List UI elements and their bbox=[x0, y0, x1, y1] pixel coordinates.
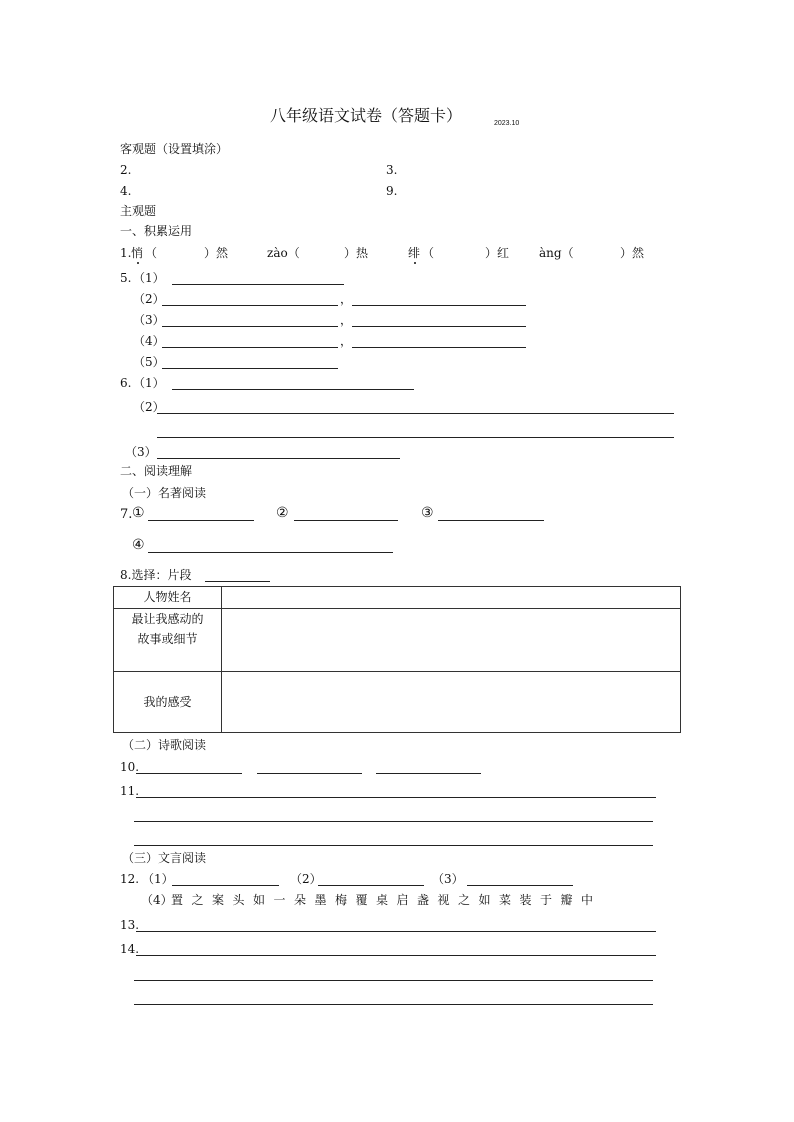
q12-number: 12. bbox=[120, 872, 140, 886]
name-answer-cell[interactable] bbox=[223, 589, 678, 606]
q10-answer-3[interactable] bbox=[376, 759, 481, 774]
q1-paren-open-3: （ bbox=[422, 246, 435, 260]
section2-heading: 二、阅读理解 bbox=[120, 464, 193, 478]
q5-label-1: （1） bbox=[133, 271, 165, 285]
q12-label-2: （2） bbox=[290, 872, 322, 886]
q5-label-4: （4） bbox=[133, 334, 165, 348]
q12-label-3: （3） bbox=[432, 872, 464, 886]
q1-char-1: 悄 bbox=[131, 246, 144, 260]
q5-number: 5. bbox=[120, 271, 132, 285]
q12-answer-2[interactable] bbox=[318, 871, 424, 886]
q1-answer-3[interactable] bbox=[438, 245, 478, 259]
emphasis-dot bbox=[137, 262, 139, 264]
q1-paren-close-1: ）然 bbox=[204, 246, 229, 260]
q5-comma-4: ， bbox=[340, 334, 353, 348]
q7-mark-4: ④ bbox=[132, 537, 145, 553]
q1-paren-close-4: ）然 bbox=[620, 246, 645, 260]
q7-number: 7. bbox=[120, 507, 133, 522]
table-header-feeling: 我的感受 bbox=[143, 695, 192, 709]
q12-answer-3[interactable] bbox=[467, 871, 573, 886]
q6-label-3: （3） bbox=[125, 445, 157, 459]
feeling-answer-cell[interactable] bbox=[223, 673, 678, 731]
objective-item-9: 9. bbox=[386, 184, 398, 198]
q1-pinyin-2: zào（ bbox=[267, 246, 300, 260]
q6-answer-1[interactable] bbox=[172, 375, 414, 390]
table-header-name: 人物姓名 bbox=[143, 590, 192, 604]
q7-answer-3[interactable] bbox=[438, 506, 544, 521]
q8-label: 8.选择：片段 bbox=[120, 568, 192, 582]
q14-answer-3[interactable] bbox=[134, 990, 653, 1005]
q13-answer[interactable] bbox=[136, 917, 656, 932]
q12-answer-1[interactable] bbox=[172, 871, 279, 886]
q6-answer-2b[interactable] bbox=[157, 423, 674, 438]
q12-sentence[interactable]: 置之案头如一朵墨梅覆桌启盏视之如菜装于瓣中 bbox=[171, 893, 602, 907]
section1-heading: 一、积累运用 bbox=[120, 224, 193, 238]
q7-answer-2[interactable] bbox=[294, 506, 398, 521]
q1-answer-2[interactable] bbox=[305, 245, 341, 259]
q11-answer-1[interactable] bbox=[136, 783, 656, 798]
q10-number: 10. bbox=[120, 760, 140, 774]
q5-answer-3a[interactable] bbox=[162, 312, 338, 327]
q12-label-1: （1） bbox=[142, 872, 174, 886]
q5-answer-2b[interactable] bbox=[352, 291, 526, 306]
q1-paren-close-2: ）热 bbox=[344, 246, 369, 260]
q6-label-1: （1） bbox=[133, 376, 165, 390]
q13-number: 13. bbox=[120, 918, 140, 932]
q12-label-4: （4） bbox=[141, 893, 173, 907]
emphasis-dot bbox=[414, 262, 416, 264]
q11-number: 11. bbox=[120, 784, 140, 798]
q6-number: 6. bbox=[120, 376, 132, 390]
q7-mark-3: ③ bbox=[421, 505, 434, 521]
q14-number: 14. bbox=[120, 942, 140, 956]
q1-number: 1. bbox=[120, 246, 132, 260]
objective-item-3: 3. bbox=[386, 163, 398, 177]
q1-answer-4[interactable] bbox=[576, 245, 616, 259]
table-header-story-2: 故事或细节 bbox=[137, 632, 198, 646]
q5-answer-4b[interactable] bbox=[352, 333, 526, 348]
q14-answer-2[interactable] bbox=[134, 966, 653, 981]
q5-answer-1[interactable] bbox=[172, 270, 344, 285]
page-title: 八年级语文试卷（答题卡） bbox=[270, 106, 463, 125]
q10-answer-2[interactable] bbox=[257, 759, 362, 774]
q6-answer-2a[interactable] bbox=[157, 399, 674, 414]
q5-label-2: （2） bbox=[133, 292, 165, 306]
part3-heading: （三）文言阅读 bbox=[122, 851, 207, 865]
q1-paren-close-3: ）红 bbox=[485, 246, 510, 260]
story-answer-cell[interactable] bbox=[223, 610, 678, 669]
q5-answer-3b[interactable] bbox=[352, 312, 526, 327]
q11-answer-3[interactable] bbox=[134, 831, 653, 846]
q6-label-2: （2） bbox=[133, 400, 165, 414]
exam-date: 2023.10 bbox=[494, 120, 520, 127]
q5-label-5: （5） bbox=[133, 355, 165, 369]
q6-answer-3[interactable] bbox=[157, 444, 400, 459]
objective-item-2: 2. bbox=[120, 163, 132, 177]
q1-pinyin-4: àng（ bbox=[539, 246, 574, 260]
q8-table bbox=[113, 586, 681, 733]
q1-paren-open-1: （ bbox=[145, 246, 158, 260]
q8-excerpt-input[interactable] bbox=[205, 567, 270, 582]
q5-comma-3: ， bbox=[340, 313, 353, 327]
q1-char-3: 绯 bbox=[408, 246, 421, 260]
part1-heading: （一）名著阅读 bbox=[122, 486, 207, 500]
table-header-story-1: 最让我感动的 bbox=[131, 612, 204, 626]
q5-comma-2: ， bbox=[340, 292, 353, 306]
q5-label-3: （3） bbox=[133, 313, 165, 327]
q7-answer-1[interactable] bbox=[148, 506, 254, 521]
q11-answer-2[interactable] bbox=[134, 807, 653, 822]
q7-mark-1: ① bbox=[132, 505, 145, 521]
q7-mark-2: ② bbox=[276, 505, 289, 521]
part2-heading: （二）诗歌阅读 bbox=[122, 738, 207, 752]
q5-answer-2a[interactable] bbox=[162, 291, 338, 306]
q5-answer-5[interactable] bbox=[162, 354, 338, 369]
objective-item-4: 4. bbox=[120, 184, 132, 198]
objective-heading: 客观题（设置填涂） bbox=[120, 142, 229, 156]
q7-answer-4[interactable] bbox=[148, 538, 393, 553]
q5-answer-4a[interactable] bbox=[162, 333, 338, 348]
q1-answer-1[interactable] bbox=[160, 245, 200, 259]
subjective-heading: 主观题 bbox=[120, 204, 157, 218]
q14-answer-1[interactable] bbox=[136, 941, 656, 956]
q10-answer-1[interactable] bbox=[136, 759, 242, 774]
table-row-line bbox=[114, 671, 680, 672]
